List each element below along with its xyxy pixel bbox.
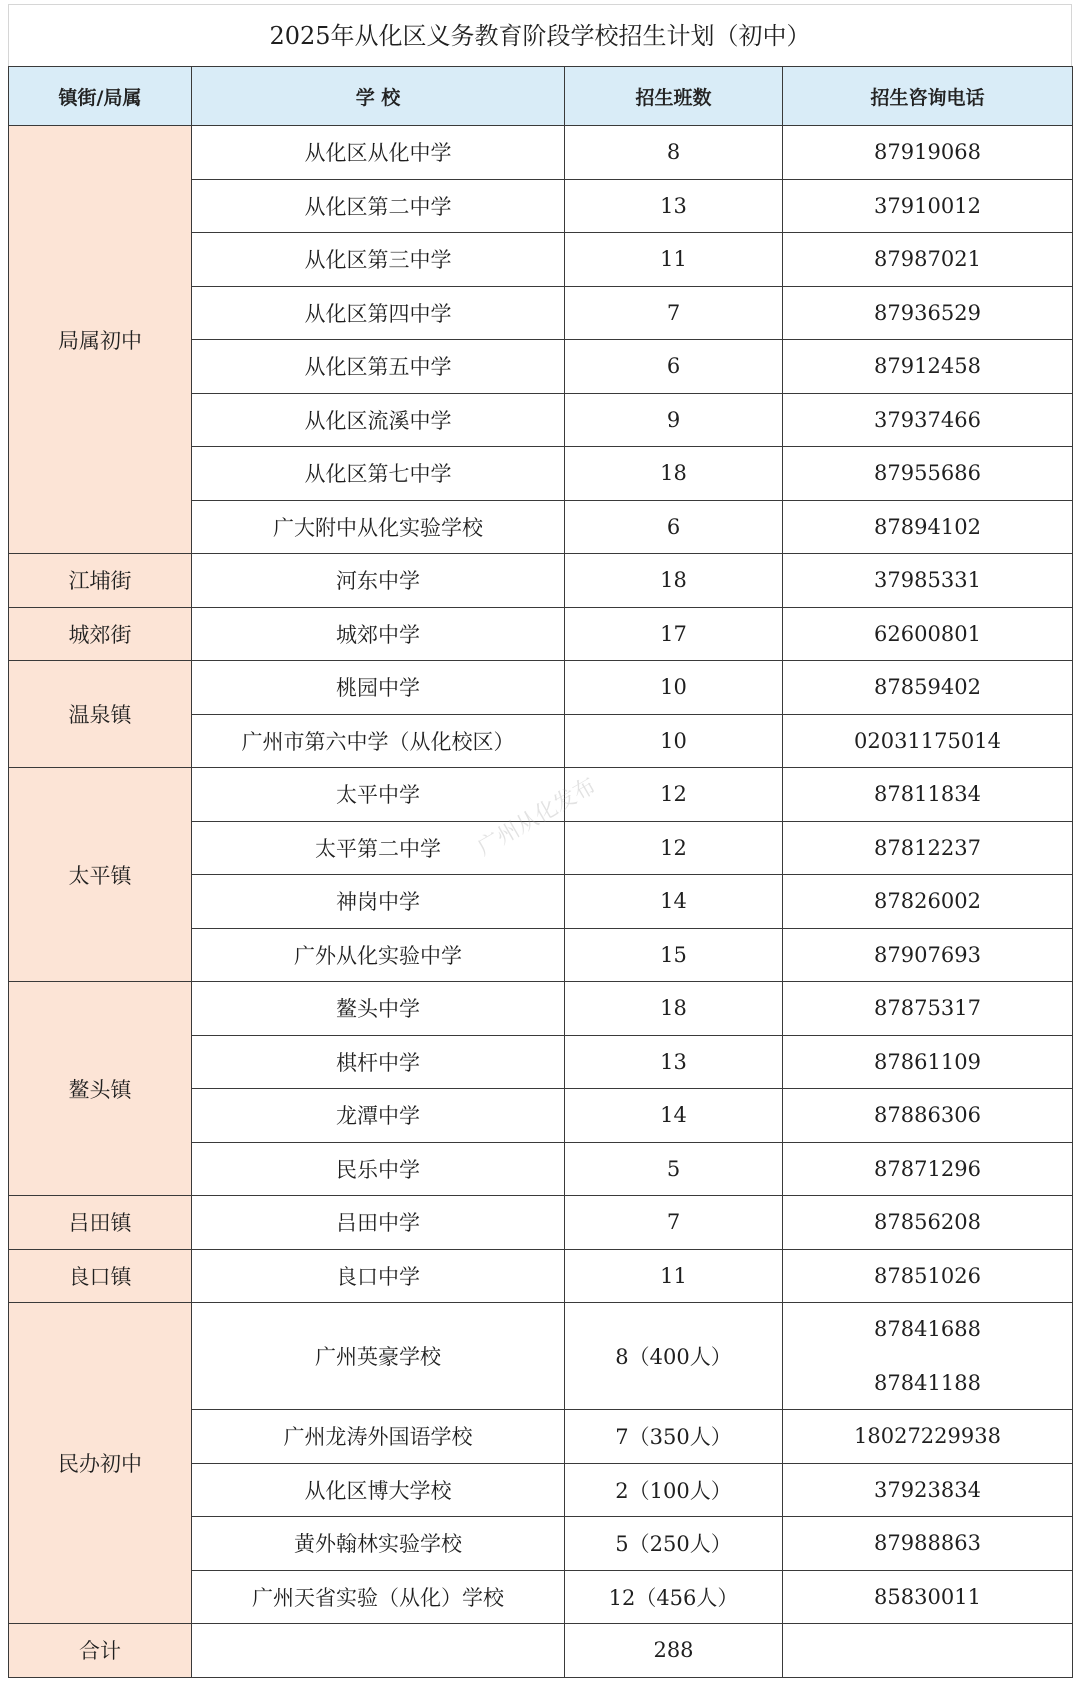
classes-cell: 11	[565, 1249, 783, 1303]
phone-cell: 87841188	[783, 1356, 1073, 1410]
school-cell: 棋杆中学	[192, 1035, 565, 1089]
table-row	[9, 1249, 1073, 1303]
phone-cell: 87856208	[783, 1196, 1073, 1250]
school-cell: 广州市第六中学（从化校区）	[192, 714, 565, 768]
watermark: 广州从化发布	[473, 773, 601, 862]
total-school-cell	[192, 1624, 565, 1678]
district-cell: 良口镇	[9, 1249, 192, 1303]
classes-cell: 14	[565, 875, 783, 929]
district-cell: 城郊街	[9, 607, 192, 661]
classes-cell: 12（456人）	[565, 1570, 783, 1624]
school-cell: 广州英豪学校	[192, 1303, 565, 1410]
school-cell: 广大附中从化实验学校	[192, 500, 565, 554]
school-cell: 从化区流溪中学	[192, 393, 565, 447]
header-school: 学 校	[192, 67, 565, 126]
school-cell: 河东中学	[192, 554, 565, 608]
table-row	[9, 554, 1073, 608]
classes-cell: 15	[565, 928, 783, 982]
phone-cell: 87851026	[783, 1249, 1073, 1303]
district-cell: 太平镇	[9, 768, 192, 982]
table-row	[9, 607, 1073, 661]
school-cell: 鳌头中学	[192, 982, 565, 1036]
school-cell: 从化区第七中学	[192, 447, 565, 501]
phone-cell: 87841688	[783, 1303, 1073, 1357]
table-row	[9, 661, 1073, 715]
classes-cell: 6	[565, 340, 783, 394]
classes-cell: 12	[565, 768, 783, 822]
school-cell: 从化区第二中学	[192, 179, 565, 233]
school-cell: 广州龙涛外国语学校	[192, 1410, 565, 1464]
phone-cell: 87919068	[783, 126, 1073, 180]
classes-cell: 13	[565, 179, 783, 233]
total-classes: 288	[565, 1624, 783, 1678]
district-cell: 民办初中	[9, 1303, 192, 1624]
header-row	[9, 67, 1073, 126]
phone-cell: 37985331	[783, 554, 1073, 608]
phone-cell: 18027229938	[783, 1410, 1073, 1464]
classes-cell: 7（350人）	[565, 1410, 783, 1464]
district-cell: 局属初中	[9, 126, 192, 554]
phone-cell: 87988863	[783, 1517, 1073, 1571]
school-cell: 广外从化实验中学	[192, 928, 565, 982]
phone-cell: 37937466	[783, 393, 1073, 447]
classes-cell: 18	[565, 447, 783, 501]
phone-cell: 87859402	[783, 661, 1073, 715]
school-cell: 吕田中学	[192, 1196, 565, 1250]
school-cell: 太平第二中学	[192, 821, 565, 875]
table-row	[9, 1303, 1073, 1357]
phone-cell: 87886306	[783, 1089, 1073, 1143]
phone-cell: 87875317	[783, 982, 1073, 1036]
phone-cell: 37910012	[783, 179, 1073, 233]
district-cell: 温泉镇	[9, 661, 192, 768]
total-row	[9, 1624, 1073, 1678]
header-phone: 招生咨询电话	[783, 67, 1073, 126]
classes-cell: 6	[565, 500, 783, 554]
phone-cell: 87987021	[783, 233, 1073, 287]
phone-cell: 62600801	[783, 607, 1073, 661]
classes-cell: 17	[565, 607, 783, 661]
header-district: 镇街/局属	[9, 67, 192, 126]
phone-cell: 87936529	[783, 286, 1073, 340]
school-cell: 从化区第四中学	[192, 286, 565, 340]
table-body	[9, 126, 1073, 1678]
school-cell: 良口中学	[192, 1249, 565, 1303]
school-cell: 从化区从化中学	[192, 126, 565, 180]
school-cell: 民乐中学	[192, 1142, 565, 1196]
school-cell: 太平中学	[192, 768, 565, 822]
classes-cell: 12	[565, 821, 783, 875]
district-cell: 吕田镇	[9, 1196, 192, 1250]
school-cell: 神岗中学	[192, 875, 565, 929]
school-cell: 从化区第五中学	[192, 340, 565, 394]
phone-cell: 87861109	[783, 1035, 1073, 1089]
header-classes: 招生班数	[565, 67, 783, 126]
school-cell: 从化区博大学校	[192, 1463, 565, 1517]
classes-cell: 9	[565, 393, 783, 447]
phone-cell: 87955686	[783, 447, 1073, 501]
phone-cell: 87894102	[783, 500, 1073, 554]
phone-cell: 87871296	[783, 1142, 1073, 1196]
classes-cell: 8（400人）	[565, 1303, 783, 1410]
phone-cell: 87811834	[783, 768, 1073, 822]
school-cell: 桃园中学	[192, 661, 565, 715]
classes-cell: 8	[565, 126, 783, 180]
table-row	[9, 982, 1073, 1036]
classes-cell: 14	[565, 1089, 783, 1143]
classes-cell: 10	[565, 661, 783, 715]
district-cell: 江埔街	[9, 554, 192, 608]
school-cell: 城郊中学	[192, 607, 565, 661]
school-cell: 龙潭中学	[192, 1089, 565, 1143]
table-row	[9, 1196, 1073, 1250]
phone-cell: 87826002	[783, 875, 1073, 929]
school-cell: 从化区第三中学	[192, 233, 565, 287]
phone-cell: 87912458	[783, 340, 1073, 394]
classes-cell: 18	[565, 554, 783, 608]
school-cell: 黄外翰林实验学校	[192, 1517, 565, 1571]
total-label: 合计	[9, 1624, 192, 1678]
phone-cell: 02031175014	[783, 714, 1073, 768]
phone-cell: 87812237	[783, 821, 1073, 875]
classes-cell: 2（100人）	[565, 1463, 783, 1517]
classes-cell: 18	[565, 982, 783, 1036]
classes-cell: 10	[565, 714, 783, 768]
classes-cell: 5（250人）	[565, 1517, 783, 1571]
classes-cell: 11	[565, 233, 783, 287]
table-row	[9, 126, 1073, 180]
phone-cell: 37923834	[783, 1463, 1073, 1517]
classes-cell: 5	[565, 1142, 783, 1196]
classes-cell: 13	[565, 1035, 783, 1089]
phone-cell: 87907693	[783, 928, 1073, 982]
classes-cell: 7	[565, 1196, 783, 1250]
school-cell: 广州天省实验（从化）学校	[192, 1570, 565, 1624]
total-phone-cell	[783, 1624, 1073, 1678]
classes-cell: 7	[565, 286, 783, 340]
phone-cell: 85830011	[783, 1570, 1073, 1624]
district-cell: 鳌头镇	[9, 982, 192, 1196]
page-title: 2025年从化区义务教育阶段学校招生计划（初中）	[8, 4, 1072, 66]
table-row	[9, 768, 1073, 822]
enrollment-sheet	[8, 4, 1072, 1678]
enrollment-table	[8, 66, 1073, 1678]
